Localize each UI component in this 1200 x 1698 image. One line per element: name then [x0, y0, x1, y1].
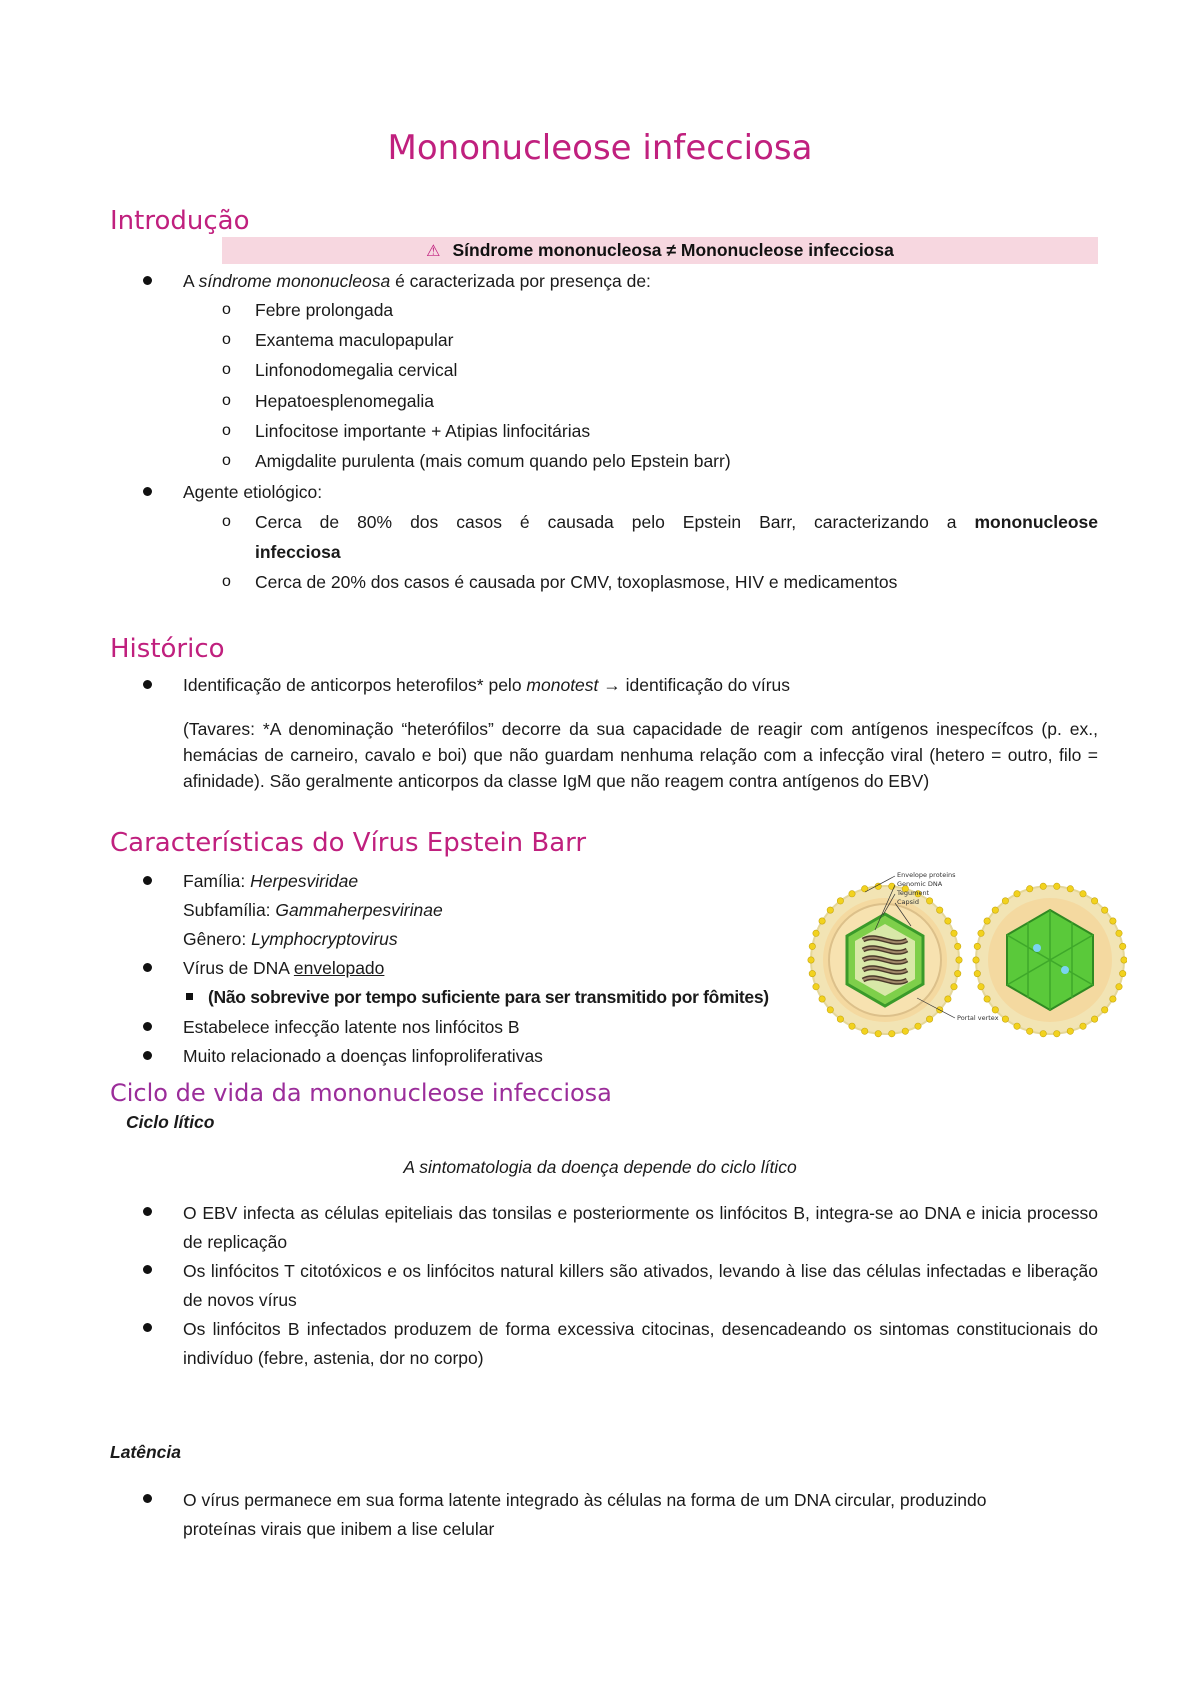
symptom-item: Exantema maculopapular: [255, 330, 454, 350]
square-bullet-icon: [186, 993, 193, 1000]
surface-protein: [1102, 907, 1108, 913]
label: Gênero:: [183, 929, 252, 949]
surface-protein: [813, 930, 819, 936]
surface-protein: [1067, 886, 1073, 892]
surface-protein: [1116, 984, 1122, 990]
surface-protein: [951, 930, 957, 936]
surface-protein: [1080, 1023, 1086, 1029]
surface-protein: [915, 1023, 921, 1029]
text: é caracterizada por presença de:: [390, 271, 651, 291]
symptom-item: Hepatoesplenomegalia: [255, 391, 435, 411]
surface-protein: [992, 1007, 998, 1013]
heading-ciclo: Ciclo de vida da mononucleose infecciosa: [110, 1079, 612, 1107]
surface-protein: [1120, 970, 1126, 976]
surface-protein: [1054, 1031, 1060, 1037]
subfamilia: [183, 897, 443, 923]
bold-term-continued: infecciosa: [255, 542, 341, 562]
surface-protein: [902, 1028, 908, 1034]
italic-term: síndrome mononucleosa: [198, 271, 391, 291]
heading-caracteristicas: Características do Vírus Epstein Barr: [110, 828, 587, 858]
underlined-term: envelopado: [293, 958, 385, 978]
agent-item-line1: [255, 509, 1098, 535]
text: identificação do vírus: [620, 675, 791, 695]
dna-sub-note: (Não sobrevive por tempo suficiente para ser transmitido por fômites): [208, 987, 769, 1007]
surface-protein: [1002, 1016, 1008, 1022]
bullet-icon: [143, 276, 152, 285]
symptom-item: Linfonodomegalia cervical: [255, 360, 458, 380]
bullet-icon: [143, 1051, 152, 1060]
surface-protein: [945, 918, 951, 924]
surface-protein: [1027, 886, 1033, 892]
heading-introducao: Introdução: [110, 206, 250, 236]
bullet-icon: [143, 680, 152, 689]
surface-protein: [945, 996, 951, 1002]
surface-protein: [973, 957, 979, 963]
subheading-ciclo-litico: Ciclo lítico: [126, 1112, 215, 1132]
heading-historico: Histórico: [110, 634, 225, 664]
figure-label: Portal vertex: [957, 1014, 999, 1022]
bullet-icon: [143, 963, 152, 972]
text: Cerca de 80% dos casos é causada pelo Epstein Barr, caracterizando a: [255, 512, 975, 532]
latente-item: Estabelece infecção latente nos linfócitos B: [183, 1017, 520, 1037]
surface-protein: [1040, 883, 1046, 889]
surface-protein: [1080, 891, 1086, 897]
surface-protein: [862, 1028, 868, 1034]
surface-protein: [819, 918, 825, 924]
agent-item-line2: [255, 539, 655, 565]
bullet-icon: [143, 876, 152, 885]
sub-bullet-icon: o: [222, 422, 231, 439]
surface-protein: [984, 996, 990, 1002]
surface-protein: [1102, 1007, 1108, 1013]
surface-protein: [1002, 898, 1008, 904]
surface-protein: [875, 1031, 881, 1037]
historico-bullet: [183, 672, 790, 698]
sub-bullet-icon: o: [222, 452, 231, 469]
bullet-icon: [143, 1494, 152, 1503]
surface-protein: [1014, 891, 1020, 897]
intro-bullet-agente: Agente etiológico:: [183, 482, 323, 502]
bullet-icon: [143, 487, 152, 496]
familia: [183, 868, 358, 894]
value: Gammaherpesvirinae: [275, 900, 443, 920]
surface-protein: [956, 957, 962, 963]
surface-protein: [926, 1016, 932, 1022]
bullet-icon: [143, 1207, 152, 1216]
bullet-icon: [143, 1022, 152, 1031]
surface-protein: [955, 943, 961, 949]
italic-term: monotest: [526, 675, 599, 695]
text: A: [183, 271, 199, 291]
surface-protein: [849, 891, 855, 897]
figure-label: Tegument: [897, 889, 930, 897]
arrow-icon: →: [603, 675, 621, 695]
surface-protein: [951, 984, 957, 990]
surface-protein: [978, 984, 984, 990]
virus-diagram: [805, 870, 1127, 1042]
surface-protein: [1121, 957, 1127, 963]
sub-bullet-icon: o: [222, 361, 231, 378]
intro-bullet-sindrome: [183, 268, 651, 294]
bold-term: mononucleose: [974, 512, 1098, 532]
surface-protein: [1040, 1031, 1046, 1037]
subheading-latencia: Latência: [110, 1442, 181, 1462]
agent-item: Cerca de 20% dos casos é causada por CMV, toxoplasmose, HIV e medicamentos: [255, 572, 898, 592]
symptom-item: Febre prolongada: [255, 300, 394, 320]
sub-bullet-icon: o: [222, 301, 231, 318]
linfo-item: Muito relacionado a doenças linfoproliferativas: [183, 1046, 543, 1066]
ciclo-item: Os linfócitos T citotóxicos e os linfócitos natural killers são ativados, levando à lise das células infectadas e liberação de novos vírus: [183, 1261, 1098, 1310]
surface-protein: [1116, 930, 1122, 936]
surface-protein: [809, 943, 815, 949]
genero: [183, 926, 398, 952]
value: Herpesviridae: [250, 871, 359, 891]
surface-protein: [1091, 898, 1097, 904]
figure-label: Genomic DNA: [897, 880, 943, 888]
callout-text: Síndrome mononucleosa ≠ Mononucleose infecciosa: [452, 240, 894, 260]
sub-bullet-icon: o: [222, 392, 231, 409]
latencia-item: O vírus permanece em sua forma latente integrado às células na forma de um DNA circular, produzindo proteínas virais que inibem a lise celular: [183, 1490, 987, 1539]
figure-label: Capsid: [897, 898, 919, 906]
document-title: Mononucleose infecciosa: [387, 128, 813, 168]
surface-protein: [955, 970, 961, 976]
surface-protein: [889, 1031, 895, 1037]
sub-bullet-icon: o: [222, 513, 231, 530]
text: Identificação de anticorpos heterofilos* pelo: [183, 675, 527, 695]
surface-protein: [974, 943, 980, 949]
surface-protein: [1110, 918, 1116, 924]
bullet-icon: [143, 1265, 152, 1274]
surface-protein: [1120, 943, 1126, 949]
surface-protein: [937, 907, 943, 913]
warning-icon: ⚠: [426, 243, 441, 260]
symptom-item: Amigdalite purulenta (mais comum quando pelo Epstein barr): [255, 451, 731, 471]
callout: [222, 237, 1098, 265]
figure-label: Envelope proteins: [897, 871, 956, 879]
surface-protein: [1110, 996, 1116, 1002]
surface-protein: [813, 984, 819, 990]
text: Vírus de DNA: [183, 958, 294, 978]
surface-protein: [837, 898, 843, 904]
ciclo-item: O EBV infecta as células epiteliais das tonsilas e posteriormente os linfócitos B, integra-se ao DNA e inicia processo de replicação: [183, 1203, 1098, 1252]
surface-protein: [827, 1007, 833, 1013]
surface-protein: [984, 918, 990, 924]
value: Lymphocryptovirus: [251, 929, 398, 949]
ciclo-item: Os linfócitos B infectados produzem de forma excessiva citocinas, desencadeando os sintomas constitucionais do indivíduo (febre, astenia, dor no corpo): [183, 1319, 1098, 1368]
label: Família:: [183, 871, 251, 891]
surface-protein: [992, 907, 998, 913]
surface-protein: [809, 970, 815, 976]
bullet-icon: [143, 1323, 152, 1332]
surface-protein: [926, 898, 932, 904]
symptom-item: Linfocitose importante + Atipias linfocitárias: [255, 421, 591, 441]
dna-envelopado: [183, 955, 384, 981]
surface-protein: [808, 957, 814, 963]
historico-note: (Tavares: *A denominação “heterófilos” decorre da sua capacidade de reagir com antígenos inespecífcos (p. ex., hemácias de carneiro, cavalo e boi) que não guardam nenhuma relação com a infecção viral (hetero = outro, filo = afinidade). São geralmente anticorpos da classe IgM que não reagem contra antígenos do EBV): [183, 719, 1098, 791]
surface-protein: [1067, 1028, 1073, 1034]
surface-protein: [1054, 883, 1060, 889]
label: Subfamília:: [183, 900, 276, 920]
sub-bullet-icon: o: [222, 573, 231, 590]
surface-protein: [819, 996, 825, 1002]
surface-protein: [827, 907, 833, 913]
surface-protein: [837, 1016, 843, 1022]
surface-protein: [1014, 1023, 1020, 1029]
ciclo-litico-caption: A sintomatologia da doença depende do ciclo lítico: [403, 1157, 797, 1177]
sub-bullet-icon: o: [222, 331, 231, 348]
surface-protein: [974, 970, 980, 976]
surface-protein: [978, 930, 984, 936]
surface-protein: [849, 1023, 855, 1029]
surface-protein: [1027, 1028, 1033, 1034]
surface-protein: [1091, 1016, 1097, 1022]
